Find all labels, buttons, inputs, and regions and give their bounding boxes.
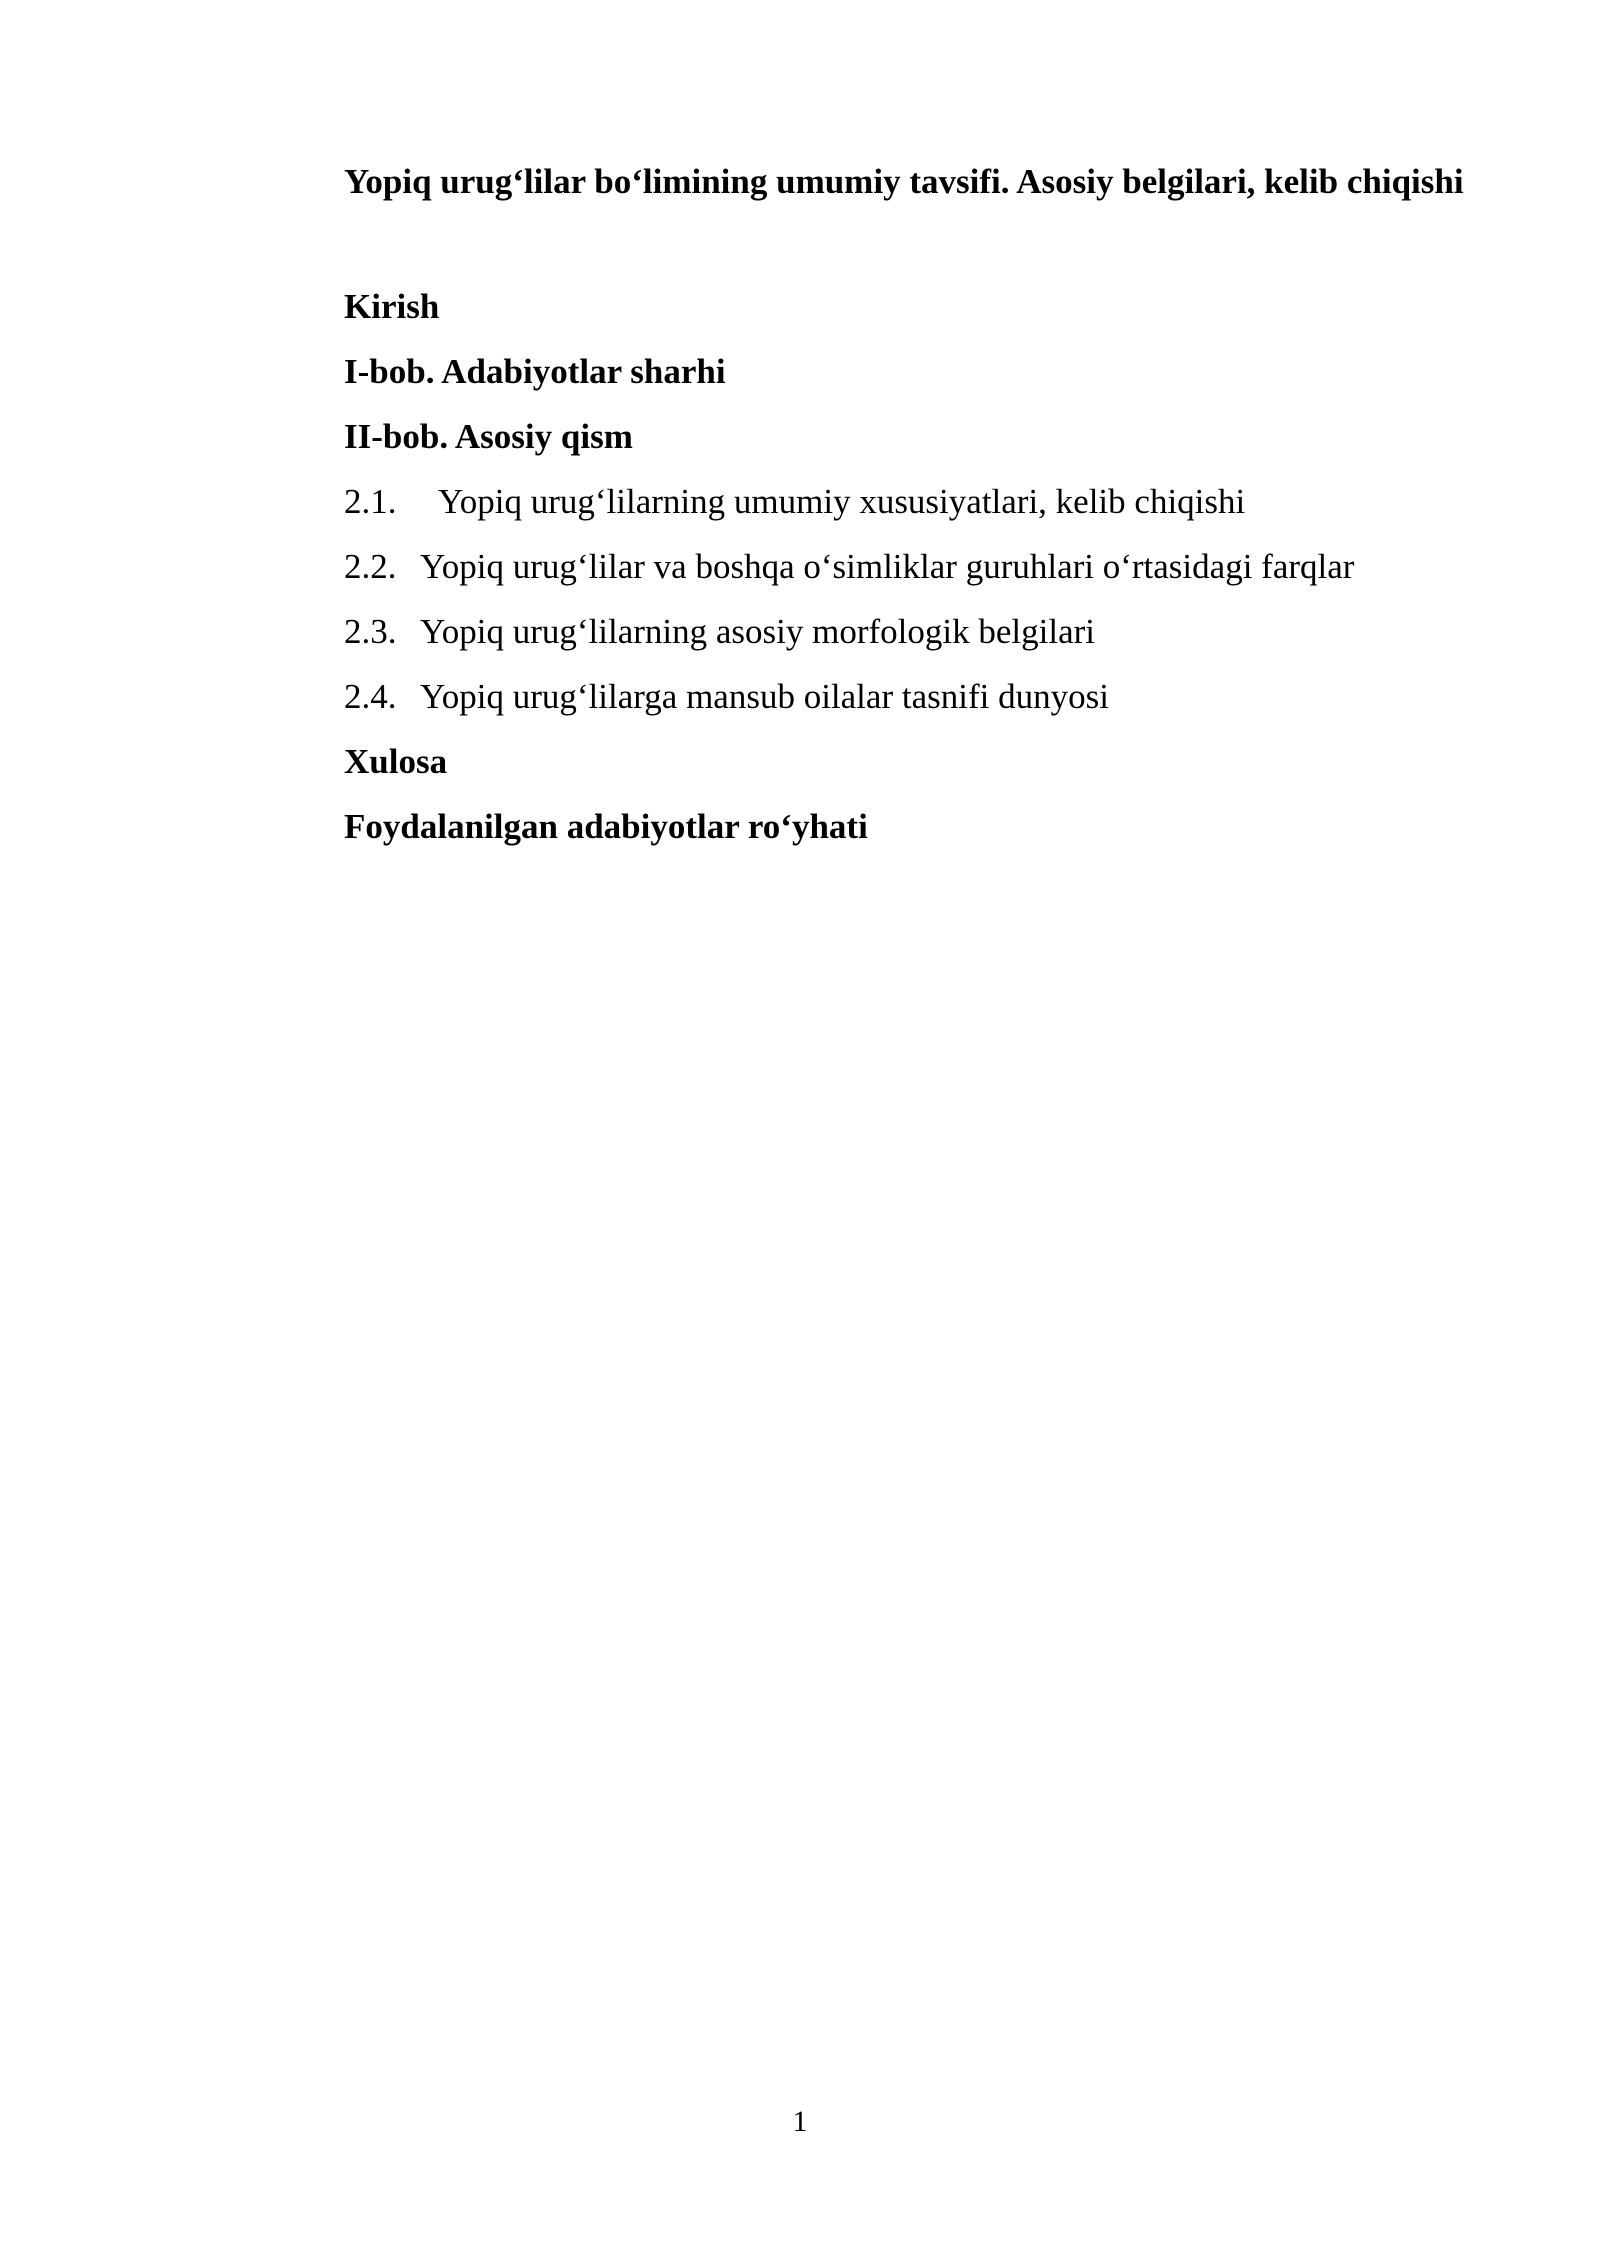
toc-item-section-2-4 bbox=[344, 664, 1494, 729]
toc-item-label: Kirish bbox=[344, 287, 440, 326]
toc-item-section-2-3 bbox=[344, 599, 1494, 664]
toc-item-label: Foydalanilgan adabiyotlar ro‘yhati bbox=[344, 807, 868, 846]
toc-item-label: II-bob. Asosiy qism bbox=[344, 417, 633, 456]
document-title: Yopiq urug‘lilar bo‘limining umumiy tavsifi. Asosiy belgilari, kelib chiqishi bbox=[344, 162, 1464, 201]
toc-item-section-2-2 bbox=[344, 534, 1494, 599]
toc-item-references bbox=[344, 794, 1494, 859]
toc-item-number: 2.1. bbox=[344, 482, 397, 521]
toc-item-label: Yopiq urug‘lilarning asosiy morfologik belgilari bbox=[420, 612, 1095, 651]
toc-item-label: Yopiq urug‘lilarga mansub oilalar tasnifi dunyosi bbox=[420, 677, 1109, 716]
toc-item-label: Yopiq urug‘lilar va boshqa o‘simliklar guruhlari o‘rtasidagi farqlar bbox=[420, 547, 1355, 586]
toc-item-introduction bbox=[344, 274, 1494, 339]
toc-item-conclusion bbox=[344, 729, 1494, 794]
toc-item-number: 2.3. bbox=[344, 612, 397, 651]
toc-item-label: Xulosa bbox=[344, 742, 448, 781]
toc-item-number: 2.4. bbox=[344, 677, 397, 716]
toc-item-section-2-1 bbox=[344, 469, 1494, 534]
toc-item-chapter-2 bbox=[344, 404, 1494, 469]
toc-item-number: 2.2. bbox=[344, 547, 397, 586]
toc-item-label: I-bob. Adabiyotlar sharhi bbox=[344, 352, 726, 391]
toc-item-label: Yopiq urug‘lilarning umumiy xususiyatlari, kelib chiqishi bbox=[438, 482, 1246, 521]
table-of-contents bbox=[344, 274, 1494, 859]
toc-item-chapter-1 bbox=[344, 339, 1494, 404]
page-number: 1 bbox=[792, 2105, 808, 2138]
